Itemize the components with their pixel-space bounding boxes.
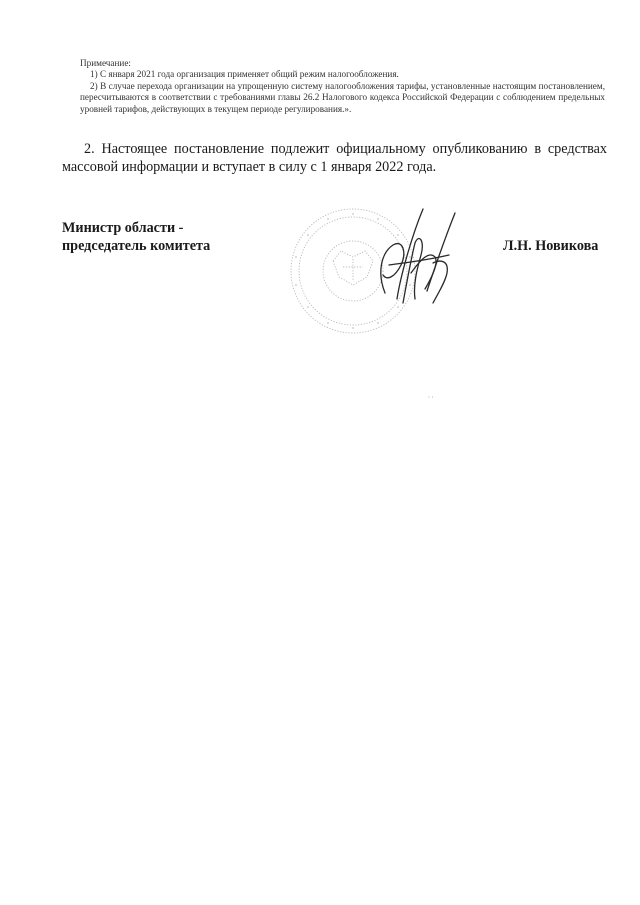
note-heading: Примечание: bbox=[80, 58, 131, 68]
note-block bbox=[80, 58, 605, 115]
signer-title-line-1: Министр области - bbox=[62, 220, 184, 236]
signer-title bbox=[62, 219, 210, 255]
signer-name: Л.Н. Новикова bbox=[503, 238, 599, 254]
signer-title-line-2: председатель комитета bbox=[62, 238, 211, 254]
handwritten-signature bbox=[363, 203, 473, 313]
note-item-2: 2) В случае перехода организации на упрощенную систему налогообложения тарифы, установленные настоящим постановлением, пересчитываются в соответствии с требованиями главы 26.2 Налогового кодекса Российской Федерации с соблюдением предельных уровней тарифов, действующих в текущем периоде регулирования.». bbox=[80, 80, 605, 114]
scan-speck bbox=[428, 396, 434, 398]
paragraph-2: 2. Настоящее постановление подлежит официальному опубликованию в средствах массовой информации и вступает в силу с 1 января 2022 года. bbox=[62, 141, 607, 175]
note-item-1: 1) С января 2021 года организация применяет общий режим налогообложения. bbox=[90, 69, 399, 80]
